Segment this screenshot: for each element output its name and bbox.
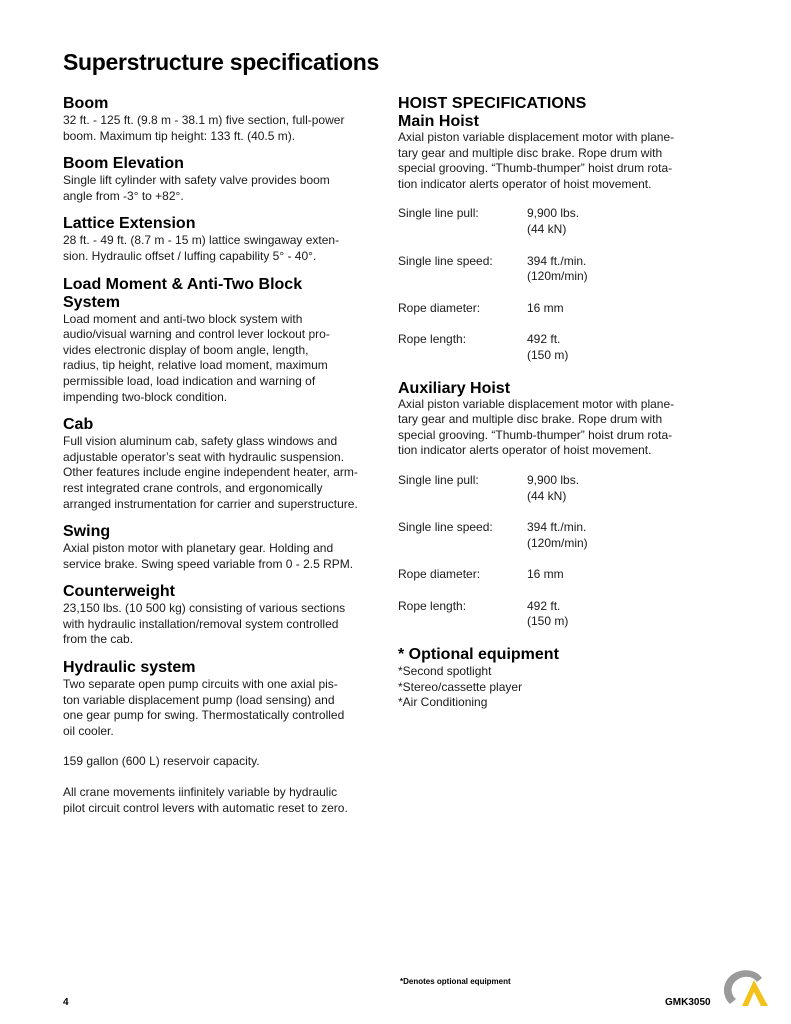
boom-elevation-heading: Boom Elevation bbox=[63, 155, 184, 173]
boom-section bbox=[63, 95, 379, 144]
spec-row bbox=[398, 206, 718, 237]
hydraulic-text: Two separate open pump circuits with one axial pis- ton variable displacement pump (load sensing) and one gear pump for swing. Thermostatically controlled oil cooler. bbox=[63, 677, 345, 738]
cab-text: Full vision aluminum cab, safety glass windows and adjustable operator’s seat with hydraulic suspension. Other features include engine independent heater, arm- rest integrated crane controls, and ergonomically arranged instrumentation for carrier and superstructure. bbox=[63, 434, 358, 511]
spec-label: Single line speed: bbox=[398, 253, 493, 268]
swing-text: Axial piston motor with planetary gear. Holding and service brake. Swing speed variable from 0 - 2.5 RPM. bbox=[63, 541, 354, 571]
spec-row bbox=[398, 599, 718, 630]
spec-row bbox=[398, 332, 718, 363]
cab-heading: Cab bbox=[63, 416, 94, 434]
load-moment-section bbox=[63, 276, 379, 406]
spec-value: 9,900 lbs. (44 kN) bbox=[527, 472, 580, 503]
hydraulic-section bbox=[63, 659, 379, 816]
spec-label: Rope length: bbox=[398, 598, 467, 613]
spec-row bbox=[398, 473, 718, 504]
spec-label: Single line pull: bbox=[398, 472, 479, 487]
hydraulic-movements-text: All crane movements iinfinitely variable by hydraulic pilot circuit control levers with automatic reset to zero. bbox=[63, 785, 348, 815]
lattice-extension-section bbox=[63, 215, 379, 264]
main-hoist-spec-table bbox=[398, 206, 718, 363]
company-logo-icon bbox=[716, 966, 772, 1008]
list-item: *Stereo/cassette player bbox=[398, 679, 523, 694]
spec-label: Rope diameter: bbox=[398, 300, 481, 315]
logo-yellow-peak bbox=[742, 980, 768, 1006]
spec-value: 394 ft./min. (120m/min) bbox=[527, 520, 588, 550]
spec-value: 16 mm bbox=[527, 300, 564, 315]
spec-row bbox=[398, 520, 718, 551]
cab-section bbox=[63, 416, 379, 512]
lattice-extension-text: 28 ft. - 49 ft. (8.7 m - 15 m) lattice swingaway exten- sion. Hydraulic offset / luffing capability 5° - 40°. bbox=[63, 233, 340, 263]
model-code: GMK3050 bbox=[665, 997, 711, 1008]
hydraulic-heading: Hydraulic system bbox=[63, 659, 196, 677]
auxiliary-hoist-heading: Auxiliary Hoist bbox=[398, 379, 511, 397]
spec-row bbox=[398, 254, 718, 285]
optional-equipment-list bbox=[398, 664, 718, 711]
load-moment-heading: Load Moment & Anti-Two Block System bbox=[63, 275, 303, 311]
optional-equipment-footnote: *Denotes optional equipment bbox=[400, 977, 511, 986]
boom-heading: Boom bbox=[63, 95, 109, 112]
auxiliary-hoist-spec-table bbox=[398, 473, 718, 630]
spec-label: Rope length: bbox=[398, 332, 467, 347]
spec-row bbox=[398, 301, 718, 317]
counterweight-text: 23,150 lbs. (10 500 kg) consisting of various sections with hydraulic installation/removal system controlled from the cab. bbox=[63, 601, 346, 647]
page-title: Superstructure specifications bbox=[63, 49, 379, 75]
spec-value: 16 mm bbox=[527, 567, 564, 582]
counterweight-heading: Counterweight bbox=[63, 583, 175, 601]
main-hoist-text: Axial piston variable displacement motor with plane- tary gear and multiple disc brake. Rope drum with special grooving. “Thumb-thumper” hoist drum rota- tion indicator alerts operator of hoist movement. bbox=[398, 130, 675, 191]
spec-label: Single line speed: bbox=[398, 520, 493, 535]
load-moment-text: Load moment and anti-two block system with audio/visual warning and control lever lockout pro- vides electronic display of boom angle, length, radius, tip height, relative load moment, maximum permissible load, load indication and warning of impending two-block condition. bbox=[63, 311, 330, 404]
spec-value: 9,900 lbs. (44 kN) bbox=[527, 206, 580, 236]
hoist-specifications-title: HOIST SPECIFICATIONS bbox=[398, 95, 587, 112]
list-item: *Second spotlight bbox=[398, 664, 492, 679]
boom-text: 32 ft. - 125 ft. (9.8 m - 38.1 m) five section, full-power boom. Maximum tip height: 133 ft. (40.5 m). bbox=[63, 113, 345, 143]
hydraulic-reservoir-text: 159 gallon (600 L) reservoir capacity. bbox=[63, 754, 260, 769]
lattice-extension-heading: Lattice Extension bbox=[63, 215, 196, 233]
auxiliary-hoist-text: Axial piston variable displacement motor with plane- tary gear and multiple disc brake. Rope drum with special grooving. “Thumb-thumper” hoist drum rota- tion indicator alerts operator of hoist movement. bbox=[398, 396, 675, 458]
spec-label: Rope diameter: bbox=[398, 567, 481, 582]
swing-heading: Swing bbox=[63, 523, 111, 541]
counterweight-section bbox=[63, 583, 379, 648]
boom-elevation-text: Single lift cylinder with safety valve provides boom angle from -3° to +82°. bbox=[63, 173, 330, 203]
boom-elevation-section bbox=[63, 155, 379, 204]
swing-section bbox=[63, 523, 379, 572]
spec-row bbox=[398, 567, 718, 583]
spec-label: Single line pull: bbox=[398, 206, 479, 221]
left-column bbox=[63, 95, 379, 827]
spec-value: 492 ft. (150 m) bbox=[527, 332, 569, 362]
spec-value: 394 ft./min. (120m/min) bbox=[527, 253, 588, 284]
right-column bbox=[398, 95, 718, 711]
list-item: *Air Conditioning bbox=[398, 695, 488, 710]
page-number: 4 bbox=[63, 997, 69, 1008]
main-hoist-heading: Main Hoist bbox=[398, 113, 479, 130]
spec-value: 492 ft. (150 m) bbox=[527, 598, 569, 629]
optional-equipment-heading: * Optional equipment bbox=[398, 646, 559, 664]
